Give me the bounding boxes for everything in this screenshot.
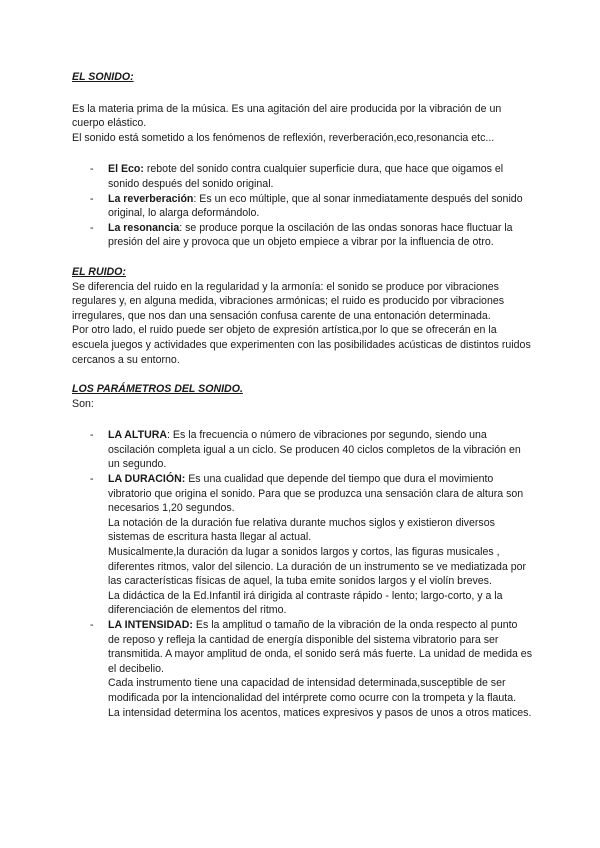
heading-sonido: EL SONIDO:	[72, 71, 134, 83]
intensidad-paragraph-2: Cada instrumento tiene una capacidad de intensidad determinada,susceptible de ser modificada por la intencionalidad del intérprete como ocurre con la trompeta y la flauta.	[108, 677, 517, 704]
duracion-paragraph-3: Musicalmente,la duración da lugar a sonidos largos y cortos, las figuras musicales , diferentes ritmos, valor del silencio. La duración de un instrumento se ve mediatizada por las características físicas de aquel, la tuba emite sonidos largos y el violín breves.	[108, 546, 527, 588]
ruido-paragraph-1: Se diferencia del ruido en la regularidad y la armonía: el sonido se produce por vibraciones regulares y, en alguna medida, vibraciones armónicas; el ruido es producido por vibraciones irregulares, que nos dan una sensación confusa carente de una entonación determinada.	[72, 280, 505, 322]
list-item-duracion	[72, 472, 532, 618]
duracion-paragraph-2: La notación de la duración fue relativa durante muchos siglos y existieron diversos sistemas de escritura hasta llegar al actual.	[108, 516, 495, 544]
text-eco: rebote del sonido contra cualquier superficie dura, que hace que oigamos el sonido después del sonido original.	[108, 163, 504, 190]
list-item-intensidad	[72, 618, 532, 720]
term-reverberacion: La reverberación	[108, 192, 194, 205]
term-duracion: LA DURACIÓN:	[108, 473, 186, 486]
list-item-resonancia	[72, 221, 532, 250]
text-reverberacion: : Es un eco múltiple, que al sonar inmediatamente después del sonido original, lo alarga deformándolo.	[108, 192, 523, 220]
text-altura: : Es la frecuencia o número de vibraciones por segundo, siendo una oscilación completa igual a un ciclo. Se producen 40 ciclos completos de la vibración en un segundo.	[108, 429, 521, 471]
duracion-paragraph-4: La didáctica de la Ed.Infantil irá dirigida al contraste rápido - lento; largo-corto, y a la diferenciación de elementos del ritmo.	[108, 589, 503, 617]
document-page	[72, 70, 532, 720]
list-item-altura	[72, 428, 532, 472]
sonido-paragraph-1: Es la materia prima de la música. Es una agitación del aire producida por la vibración de un cuerpo elástico.	[72, 102, 502, 130]
intensidad-paragraph-3: La intensidad determina los acentos, matices expresivos y pasos de unos a otros matices.	[108, 706, 532, 719]
ruido-paragraph-2: Por otro lado, el ruido puede ser objeto de expresión artística,por lo que se ofrecerán en la escuela juegos y actividades que experimenten con las posibilidades acústicas de distintos ruidos cercanos a su entorno.	[72, 324, 531, 366]
sonido-list	[72, 162, 532, 250]
text-intensidad: Es la amplitud o tamaño de la vibración de la onda respecto al punto de reposo y refleja la cantidad de energía disponible del sistema vibratorio para ser transmitida. A mayor amplitud de onda, el sonido será más fuerte. La unidad de medida es el decibelio.	[108, 619, 532, 675]
list-item-eco	[72, 162, 532, 191]
text-resonancia: : se produce porque la oscilación de las ondas sonoras hace fluctuar la presión del aire y provoca que un objeto empiece a vibrar por la influencia de otro.	[108, 221, 513, 249]
parametros-intro: Son:	[72, 397, 94, 410]
term-intensidad: LA INTENSIDAD:	[108, 619, 193, 631]
list-item-reverberacion	[72, 192, 532, 221]
sonido-paragraph-2: El sonido está sometido a los fenómenos de reflexión, reverberación,eco,resonancia etc...	[72, 131, 495, 144]
text-duracion: Es una cualidad que depende del tiempo que dura el movimiento vibratorio que origina el sonido. Para que se produzca una sensación clara de altura son necesarios 1,20 segundos.	[108, 473, 524, 515]
term-eco: El Eco:	[108, 163, 144, 176]
term-altura: LA ALTURA	[108, 429, 168, 442]
heading-ruido: EL RUIDO:	[72, 265, 126, 278]
parametros-list	[72, 428, 532, 720]
heading-parametros: LOS PARÁMETROS DEL SONIDO.	[72, 383, 243, 396]
term-resonancia: La resonancia	[108, 221, 180, 234]
